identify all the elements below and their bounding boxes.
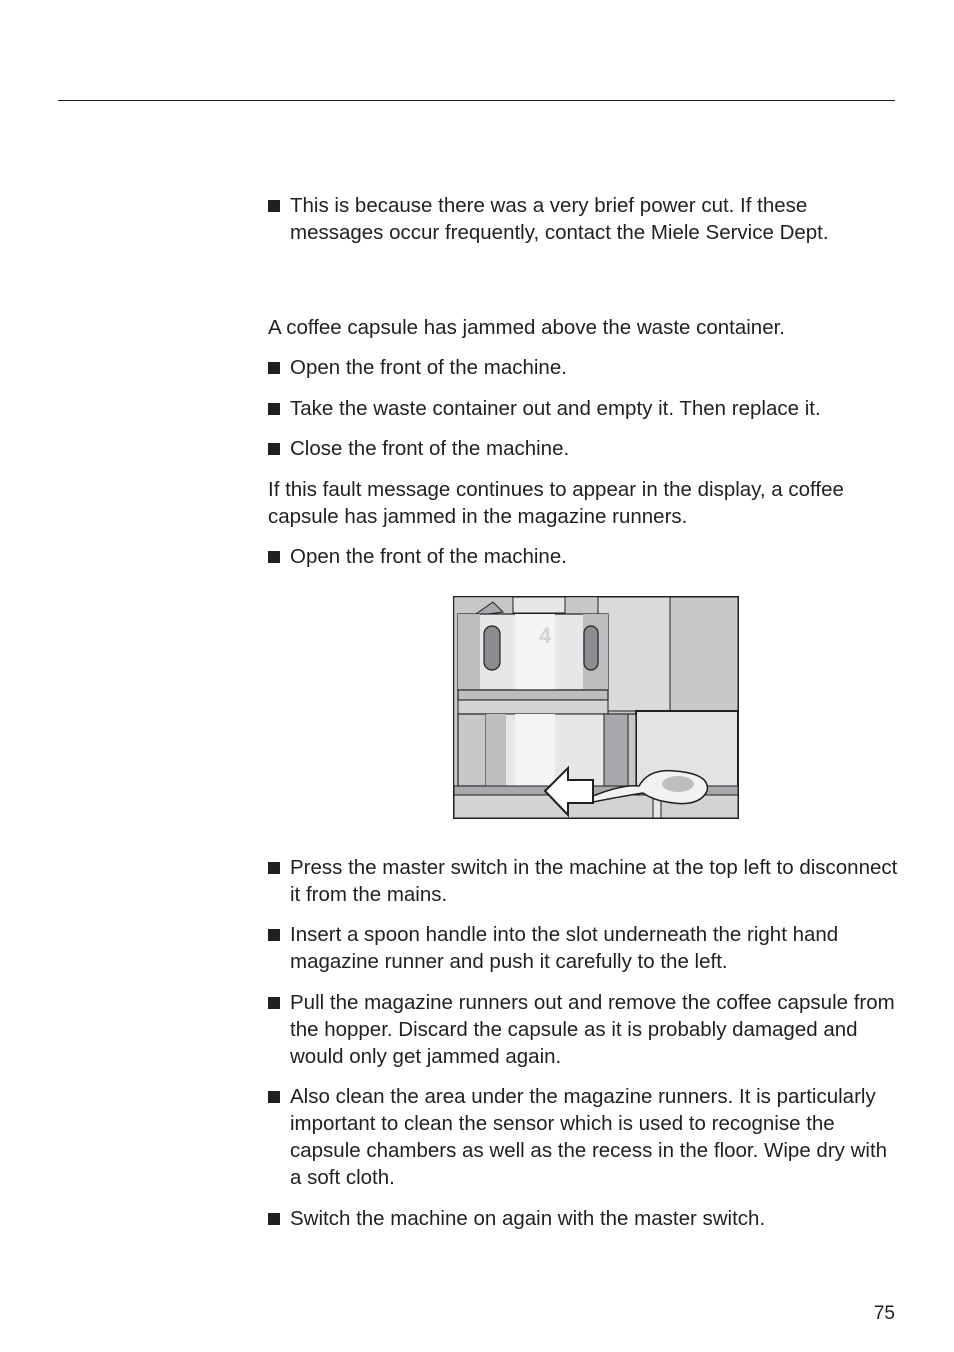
- paragraph-fault-continues: If this fault message continues to appear in the display, a coffee capsule has jammed in the magazine runners.: [268, 478, 844, 528]
- header-rule: [58, 100, 895, 101]
- bullet-square-icon: [268, 997, 280, 1009]
- illustration-svg: [453, 596, 739, 819]
- bullet-square-icon: [268, 1091, 280, 1103]
- figure-digit-label: 4: [539, 623, 552, 648]
- bullet-square-icon: [268, 362, 280, 374]
- step-text: Take the waste container out and empty it. Then replace it.: [290, 397, 821, 420]
- list-item: [268, 989, 898, 1070]
- list-item: [268, 854, 898, 908]
- page-number: 75: [873, 1303, 895, 1324]
- bullet-square-icon: [268, 403, 280, 415]
- list-item: [268, 1205, 898, 1232]
- list-item: [268, 192, 898, 246]
- step-text: Switch the machine on again with the master switch.: [290, 1207, 766, 1230]
- bullet-square-icon: [268, 929, 280, 941]
- step-text: Open the front of the machine.: [290, 356, 567, 379]
- bullet-square-icon: [268, 862, 280, 874]
- bullet-square-icon: [268, 200, 280, 212]
- magazine-runner-illustration: [453, 596, 739, 819]
- list-item: [268, 543, 898, 570]
- step-text: Press the master switch in the machine at the top left to disconnect it from the mains.: [290, 856, 898, 906]
- step-text: Pull the magazine runners out and remove the coffee capsule from the hopper. Discard the capsule as it is probably damaged and would only get jammed again.: [290, 991, 895, 1068]
- step-text: Open the front of the machine.: [290, 545, 567, 568]
- list-item: [268, 354, 898, 381]
- list-item: [268, 921, 898, 975]
- step-text: Close the front of the machine.: [290, 437, 570, 460]
- step-text: Also clean the area under the magazine runners. It is particularly important to clean the sensor which is used to recognise the capsule chambers as well as the recess in the floor. Wipe dry with a soft cloth.: [290, 1085, 888, 1189]
- paragraph-capsule-jammed: A coffee capsule has jammed above the waste container.: [268, 316, 786, 339]
- list-item: [268, 1083, 898, 1191]
- intro-bullet-text: This is because there was a very brief power cut. If these messages occur frequently, contact the Miele Service Dept.: [290, 194, 829, 244]
- list-item: [268, 395, 898, 422]
- bullet-square-icon: [268, 1213, 280, 1225]
- bullet-square-icon: [268, 443, 280, 455]
- step-text: Insert a spoon handle into the slot underneath the right hand magazine runner and push it carefully to the left.: [290, 923, 839, 973]
- bullet-square-icon: [268, 551, 280, 563]
- list-item: [268, 435, 898, 462]
